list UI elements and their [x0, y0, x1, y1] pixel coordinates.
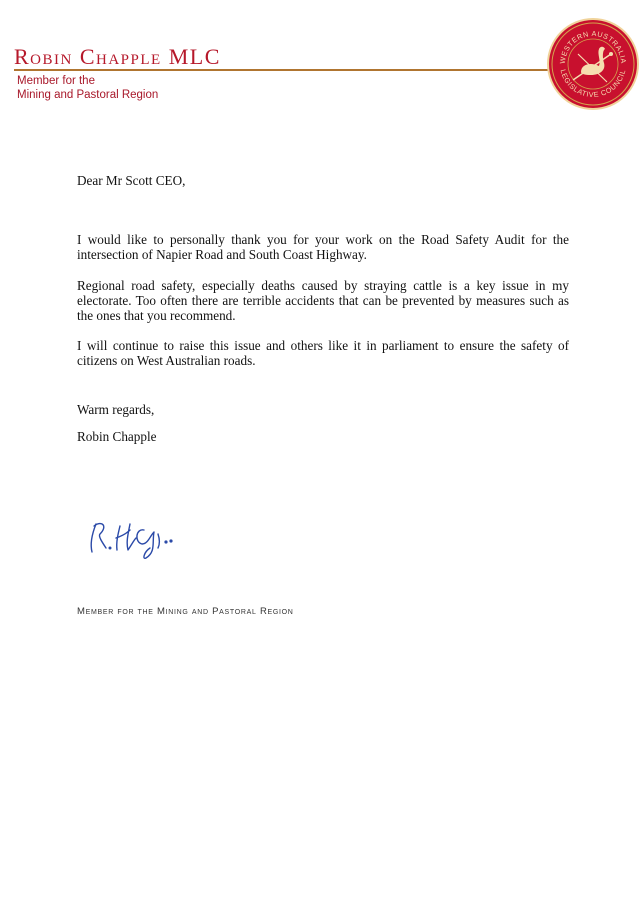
signer-title: Member for the Mining and Pastoral Region: [77, 606, 294, 617]
letterhead-subtitle: [17, 74, 158, 102]
letter-paragraph: I would like to personally thank you for your work on the Road Safety Audit for the intersection of Napier Road and South Coast Highway.: [77, 232, 569, 263]
letterhead-subtitle-line1: Member for the: [17, 75, 95, 87]
letterhead-name: Robin Chapple MLC: [14, 44, 221, 69]
salutation: Dear Mr Scott CEO,: [77, 173, 186, 188]
signer-name: Robin Chapple: [77, 428, 157, 444]
letterhead-subtitle-line2: Mining and Pastoral Region: [17, 89, 159, 101]
seal-top-text: WESTERN AUSTRALIA: [557, 28, 629, 65]
letterhead-divider: [14, 69, 582, 71]
closing-phrase: Warm regards,: [77, 401, 155, 417]
legislative-council-seal-icon: [545, 16, 641, 112]
letter-paragraph: I will continue to raise this issue and others like it in parliament to ensure the safety of citizens on West Australian roads.: [77, 338, 569, 369]
seal-bottom-text: LEGISLATIVE COUNCIL: [558, 68, 628, 100]
closing-block: [77, 402, 569, 444]
signature-icon: [84, 512, 184, 562]
letter-body: [77, 173, 569, 456]
letter-paragraph: Regional road safety, especially deaths caused by straying cattle is a key issue in my electorate. Too often there are terrible accidents that can be prevented by measures such as the ones that you recommend.: [77, 277, 569, 324]
